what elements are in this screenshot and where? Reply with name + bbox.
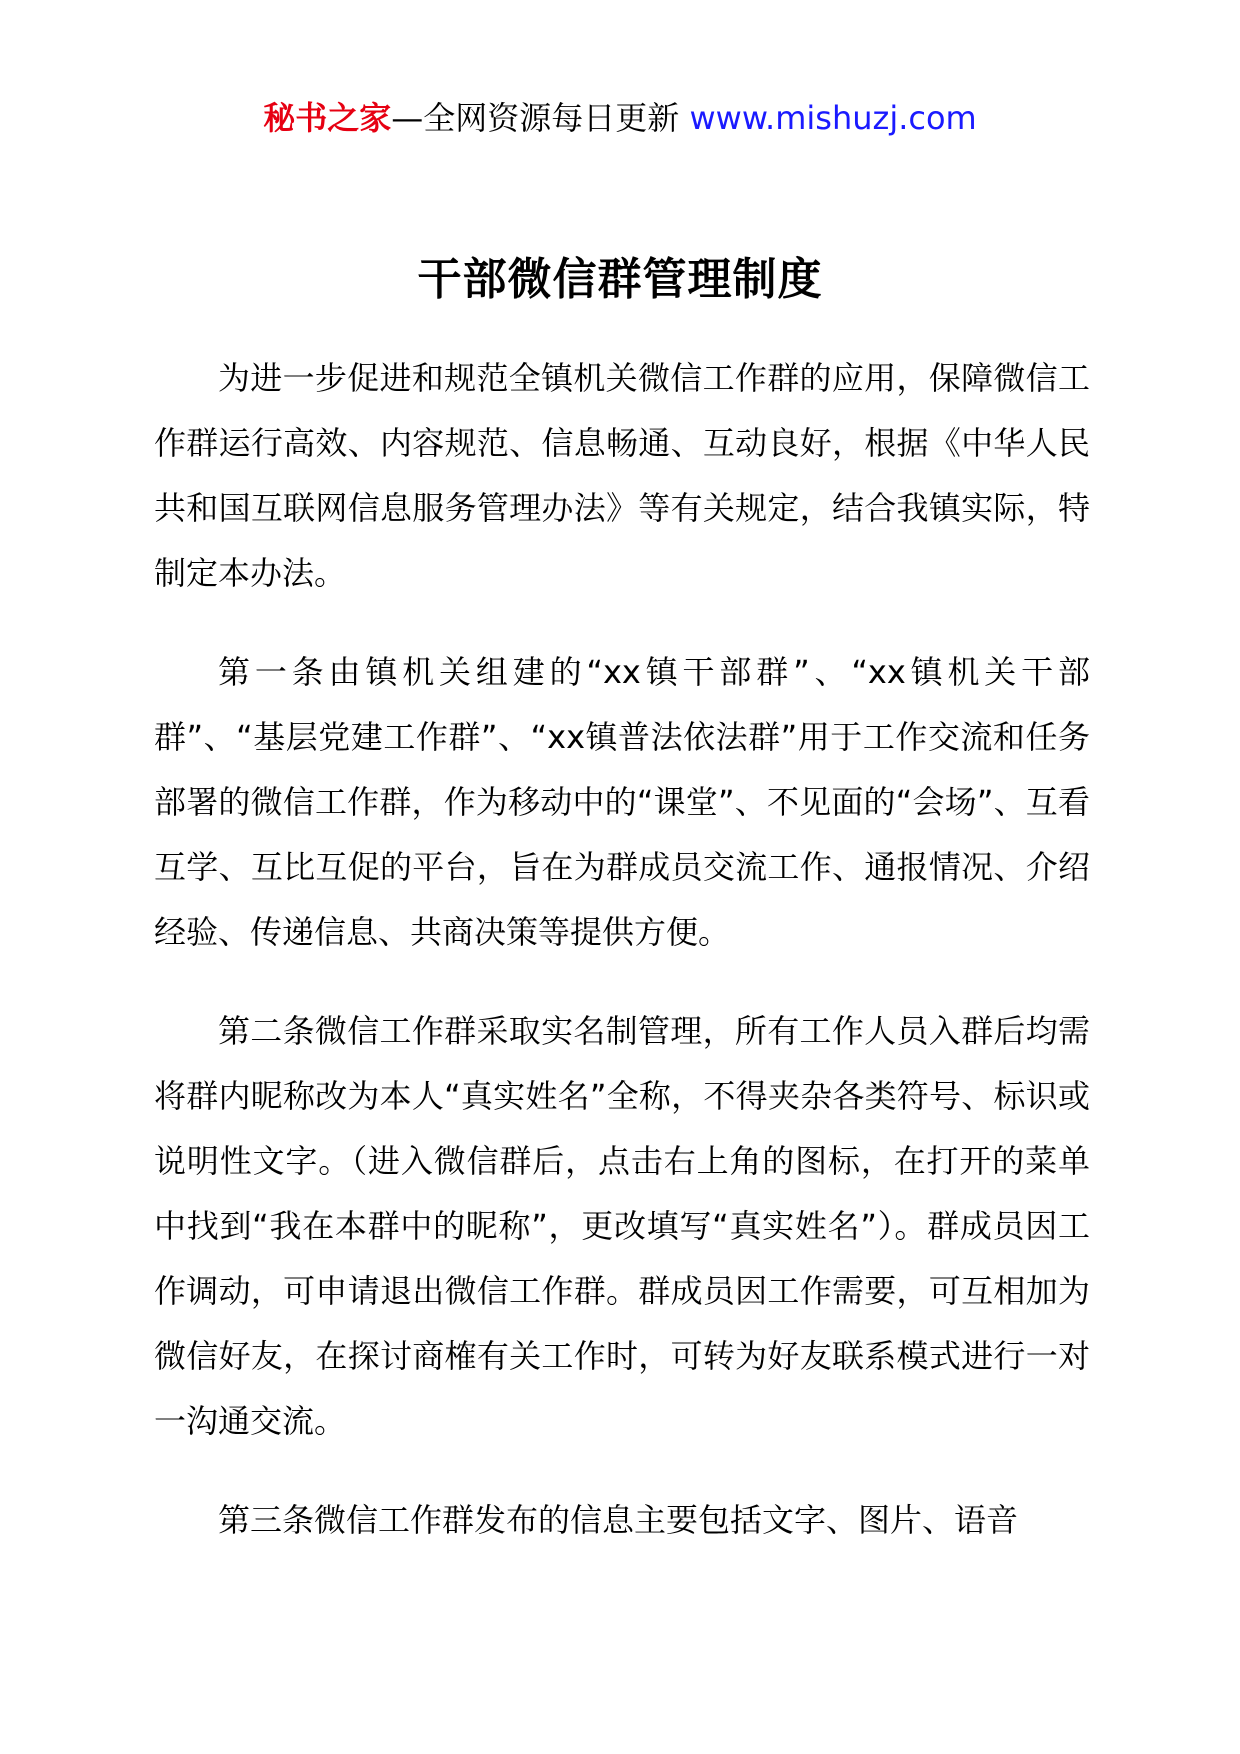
site-tagline: —全网资源每日更新 [391,99,680,137]
site-url-link[interactable]: www.mishuzj.com [689,99,977,137]
document-body [154,346,1090,1587]
paragraph-article-1: 第一条由镇机关组建的“xx镇干部群”、“xx镇机关干部群”、“基层党建工作群”、“xx镇普法依法群”用于工作交流和任务部署的微信工作群，作为移动中的“课堂”、不见面的“会场”、互看互学、互比互促的平台，旨在为群成员交流工作、通报情况、介绍经验、传递信息、共商决策等提供方便。 [154,653,1090,951]
site-brand: 秘书之家 [263,99,392,137]
paragraph-intro: 为进一步促进和规范全镇机关微信工作群的应用，保障微信工作群运行高效、内容规范、信息畅通、互动良好，根据《中华人民共和国互联网信息服务管理办法》等有关规定，结合我镇实际，特制定本办法。 [154,359,1090,592]
paragraph-article-3: 第三条微信工作群发布的信息主要包括文字、图片、语音 [218,1501,1019,1539]
document-title: 干部微信群管理制度 [417,254,823,305]
site-header [0,96,1240,140]
paragraph-article-2: 第二条微信工作群采取实名制管理，所有工作人员入群后均需将群内昵称改为本人“真实姓名”全称，不得夹杂各类符号、标识或说明性文字。（进入微信群后，点击右上角的图标，在打开的菜单中找到“我在本群中的昵称”，更改填写“真实姓名”）。群成员因工作调动，可申请退出微信工作群。群成员因工作需要，可互相加为微信好友，在探讨商榷有关工作时，可转为好友联系模式进行一对一沟通交流。 [154,1012,1090,1440]
